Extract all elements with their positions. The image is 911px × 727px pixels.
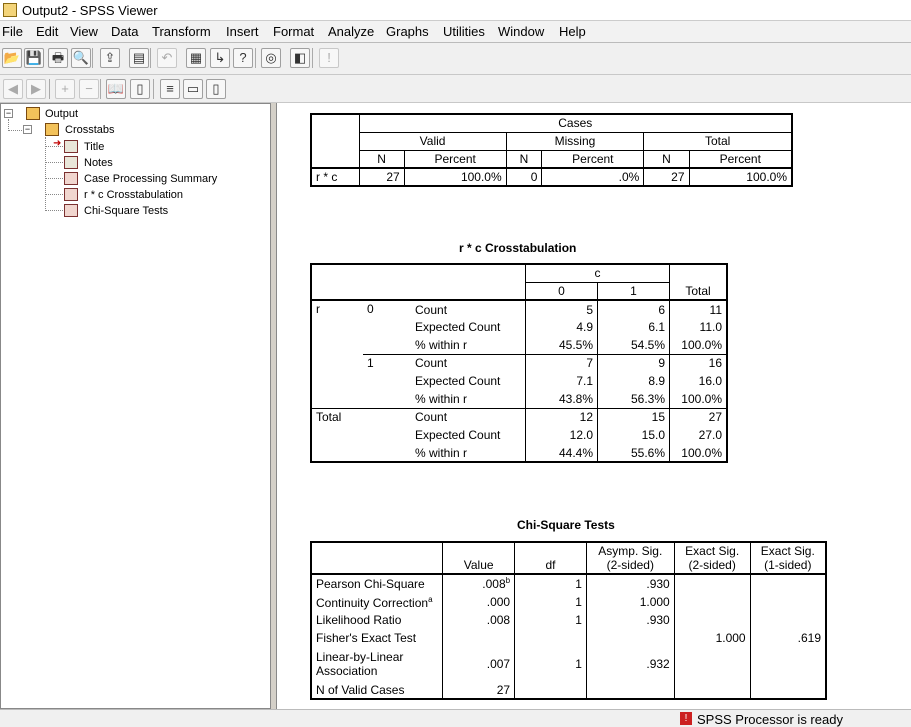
table-cell — [443, 647, 515, 681]
row-label-text: Linear-by-Linear Association — [316, 650, 404, 678]
collapse-crosstabs-toggle[interactable]: − — [24, 124, 31, 134]
table-icon — [64, 204, 78, 217]
app-icon — [3, 3, 17, 17]
table-cell: 100.0% — [670, 390, 728, 408]
table-cell: 43.8% — [526, 390, 598, 408]
tree-item-notes[interactable]: Notes — [84, 157, 113, 169]
status-text: SPSS Processor is ready — [697, 712, 843, 727]
table-row — [311, 408, 727, 426]
table-cell — [586, 629, 674, 647]
table-cell: 100.0% — [670, 336, 728, 354]
table-cell: .932 — [586, 647, 674, 681]
table-row — [311, 354, 727, 372]
footnote-marker: a — [428, 595, 433, 604]
table-icon — [64, 188, 78, 201]
table-cell — [674, 592, 750, 611]
table-cell: 100.0% — [670, 444, 728, 462]
crosstabulation-table — [310, 263, 728, 463]
export-icon[interactable]: ⇪ — [100, 48, 120, 68]
table-row — [311, 542, 826, 574]
table-cell: 7.1 — [526, 372, 598, 390]
column-header: Percent — [542, 150, 644, 168]
insert-title-icon[interactable]: ▭ — [183, 79, 203, 99]
row-label-text: Fisher's Exact Test — [316, 631, 417, 645]
table-cell — [443, 629, 515, 647]
menu-transform[interactable]: Transform — [152, 24, 211, 39]
column-header: 1 — [598, 282, 670, 300]
table-cell: 1 — [515, 647, 587, 681]
menu-analyze[interactable]: Analyze — [328, 24, 375, 39]
table-cell: 1.000 — [674, 629, 750, 647]
total-header: Total — [670, 264, 728, 300]
toolbar-outline — [0, 75, 911, 103]
chisq-title: Chi-Square Tests — [517, 518, 615, 532]
toolbar-separator — [312, 48, 313, 68]
processor-status-icon: ! — [680, 712, 692, 725]
table-cell: 27.0 — [670, 426, 728, 444]
tree-item-crosstabs[interactable]: Crosstabs — [65, 124, 115, 136]
tree-item-chi-square-tests[interactable]: Chi-Square Tests — [84, 205, 169, 217]
toolbar-separator — [255, 48, 256, 68]
outline-pane[interactable] — [0, 103, 271, 709]
row-label-text: Likelihood Ratio — [316, 613, 402, 627]
table-icon — [64, 172, 78, 185]
value-text: .000 — [486, 594, 511, 609]
insert-text-icon[interactable]: ▯ — [206, 79, 226, 99]
tree-line — [46, 194, 63, 195]
table-cell: .619 — [750, 629, 826, 647]
table-cell — [443, 574, 515, 592]
table-row — [311, 300, 727, 318]
stat-label: Expected Count — [415, 374, 501, 388]
stat-label: Expected Count — [415, 320, 501, 334]
column-header: N — [644, 150, 689, 168]
row-label-text: Continuity Correction — [316, 596, 429, 610]
tree-line — [46, 178, 63, 179]
corner-cell — [311, 114, 359, 168]
table-cell — [674, 611, 750, 629]
tree-line — [46, 162, 63, 163]
menu-graphs[interactable]: Graphs — [386, 24, 429, 39]
value-text: 27 — [496, 682, 511, 697]
table-cell: 1.000 — [586, 592, 674, 611]
row-label-text: Pearson Chi-Square — [316, 576, 425, 591]
menu-view[interactable]: View — [70, 24, 98, 39]
row-label — [311, 647, 443, 681]
table-cell — [750, 592, 826, 611]
table-cell: 6.1 — [598, 318, 670, 336]
table-row — [311, 168, 792, 186]
row-label — [311, 611, 443, 629]
table-cell — [443, 681, 515, 699]
table-cell — [674, 647, 750, 681]
menu-file[interactable]: File — [2, 24, 23, 39]
toolbar-separator — [150, 48, 151, 68]
row-label-text: N of Valid Cases — [316, 682, 405, 697]
value-text: .007 — [486, 657, 511, 671]
column-header: Value — [443, 542, 515, 574]
group-header: Missing — [506, 132, 644, 150]
table-row — [311, 150, 792, 168]
table-cell: 8.9 — [598, 372, 670, 390]
row-label — [311, 629, 443, 647]
table-cell: 16 — [670, 354, 728, 372]
show-icon[interactable]: 📖 — [106, 79, 126, 99]
table-cell: 1 — [515, 592, 587, 611]
column-header: Asymp. Sig. (2-sided) — [586, 542, 674, 574]
hide-icon[interactable]: ▯ — [130, 79, 150, 99]
undo-icon[interactable]: ↶ — [157, 48, 177, 68]
crosstab-title: r * c Crosstabulation — [459, 241, 577, 255]
column-header: Percent — [404, 150, 506, 168]
total-row-label: Total — [311, 408, 411, 462]
table-cell: 1 — [515, 611, 587, 629]
table-cell — [515, 629, 587, 647]
collapse-output-toggle[interactable]: − — [5, 108, 12, 118]
stat-label: Expected Count — [415, 428, 501, 442]
cases-header: Cases — [359, 114, 792, 132]
table-cell: .0% — [542, 168, 644, 186]
table-cell: 11 — [670, 300, 728, 318]
forward-icon[interactable]: ▶ — [26, 79, 46, 99]
table-cell: 27 — [644, 168, 689, 186]
toolbar-separator — [92, 48, 93, 68]
stat-label: % within r — [415, 391, 468, 406]
row-variable: r — [311, 300, 363, 408]
toolbar-separator — [49, 79, 50, 99]
notes-icon — [64, 156, 78, 169]
row-category: 1 — [363, 354, 411, 408]
table-cell — [674, 574, 750, 592]
table-row — [311, 611, 826, 629]
table-cell: 4.9 — [526, 318, 598, 336]
insert-heading-icon[interactable]: ≡ — [160, 79, 180, 99]
row-label — [311, 592, 443, 611]
table-cell: 0 — [506, 168, 542, 186]
table-row — [311, 574, 826, 592]
menu-data[interactable]: Data — [111, 24, 139, 39]
column-header: Percent — [689, 150, 792, 168]
content-pane[interactable] — [276, 103, 911, 709]
menu-edit[interactable]: Edit — [36, 24, 59, 39]
title-icon — [64, 140, 78, 153]
print-preview-icon[interactable]: 🔍 — [71, 48, 91, 68]
output-book-icon — [26, 107, 40, 120]
table-cell: 6 — [598, 300, 670, 318]
table-cell: 100.0% — [689, 168, 792, 186]
table-cell — [674, 681, 750, 699]
footnote-marker: b — [505, 576, 511, 585]
goto-data-icon[interactable]: ▦ — [186, 48, 206, 68]
table-cell — [750, 611, 826, 629]
toolbar-separator — [100, 79, 101, 99]
table-cell: 55.6% — [598, 444, 670, 462]
dialog-recall-icon[interactable]: ▤ — [129, 48, 149, 68]
current-item-arrow-icon: ➜ — [53, 138, 62, 149]
window-title: Output2 - SPSS Viewer — [22, 3, 158, 18]
value-text: .008 — [482, 577, 506, 591]
table-cell: 12 — [526, 408, 598, 426]
table-row — [311, 592, 826, 611]
column-header: N — [359, 150, 404, 168]
table-cell: .930 — [586, 611, 674, 629]
table-cell: 54.5% — [598, 336, 670, 354]
table-row — [311, 114, 792, 132]
corner-cell — [311, 542, 443, 574]
group-header: Valid — [359, 132, 506, 150]
save-icon[interactable]: 💾 — [24, 48, 44, 68]
tree-item-r-c-crosstabulation[interactable]: r * c Crosstabulation — [84, 189, 184, 201]
status-bar — [0, 709, 911, 727]
column-header: Exact Sig. (1-sided) — [750, 542, 826, 574]
table-cell: 44.4% — [526, 444, 598, 462]
table-cell — [750, 681, 826, 699]
table-cell: 45.5% — [526, 336, 598, 354]
toolbar-main — [0, 43, 911, 75]
tree-item-title[interactable]: Title — [84, 141, 105, 153]
table-cell — [515, 681, 587, 699]
expand-icon[interactable]: + — [55, 79, 75, 99]
table-cell: 5 — [526, 300, 598, 318]
title-bar — [0, 0, 911, 21]
table-row — [311, 132, 792, 150]
case-processing-summary-table — [310, 113, 793, 187]
table-cell: 56.3% — [598, 390, 670, 408]
use-sets-icon[interactable]: ◎ — [261, 48, 281, 68]
table-cell: 12.0 — [526, 426, 598, 444]
stat-label: % within r — [415, 337, 468, 352]
table-cell: 27 — [670, 408, 728, 426]
open-icon[interactable]: 📂 — [2, 48, 22, 68]
crosstabs-book-icon — [45, 123, 59, 136]
stat-label: Count — [411, 354, 526, 372]
row-category: 0 — [363, 300, 411, 354]
tree-line — [45, 137, 46, 211]
table-cell — [443, 611, 515, 629]
table-cell: 11.0 — [670, 318, 728, 336]
row-label — [311, 681, 443, 699]
back-icon[interactable]: ◀ — [3, 79, 23, 99]
menu-utilities[interactable]: Utilities — [443, 24, 485, 39]
column-header: 0 — [526, 282, 598, 300]
tree-line — [46, 210, 63, 211]
toolbar-separator — [153, 79, 154, 99]
table-cell — [750, 647, 826, 681]
table-row — [311, 681, 826, 699]
collapse-icon[interactable]: − — [79, 79, 99, 99]
group-header: Total — [644, 132, 792, 150]
tree-item-case-processing-summary[interactable]: Case Processing Summary — [84, 173, 218, 185]
menu-window[interactable]: Window — [498, 24, 545, 39]
column-header: N — [506, 150, 542, 168]
table-cell — [750, 574, 826, 592]
variables-icon[interactable]: ? — [233, 48, 253, 68]
print-icon[interactable]: 🖶 — [48, 48, 68, 68]
table-cell: 1 — [515, 574, 587, 592]
table-row — [311, 264, 727, 282]
table-cell: .930 — [586, 574, 674, 592]
table-cell — [586, 681, 674, 699]
tree-line — [9, 130, 22, 131]
table-row — [311, 629, 826, 647]
table-cell: 100.0% — [404, 168, 506, 186]
stat-label: % within r — [415, 445, 468, 460]
run-icon[interactable]: ! — [319, 48, 339, 68]
table-row — [311, 647, 826, 681]
row-label — [311, 574, 443, 592]
chi-square-table — [310, 541, 827, 700]
corner-cell — [311, 264, 526, 300]
menu-bar — [0, 21, 911, 43]
column-variable: c — [526, 264, 670, 282]
designate-window-icon[interactable]: ◧ — [290, 48, 310, 68]
table-cell: 15.0 — [598, 426, 670, 444]
table-cell: 9 — [598, 354, 670, 372]
column-header: Exact Sig. (2-sided) — [674, 542, 750, 574]
tree-item-output[interactable]: Output — [45, 108, 79, 120]
table-cell: 15 — [598, 408, 670, 426]
stat-label: Count — [411, 408, 526, 426]
table-cell: 16.0 — [670, 372, 728, 390]
table-cell: 27 — [359, 168, 404, 186]
column-header: df — [515, 542, 587, 574]
menu-format[interactable]: Format — [273, 24, 315, 39]
table-cell — [443, 592, 515, 611]
value-text: .008 — [486, 613, 511, 627]
stat-label: Count — [411, 300, 526, 318]
menu-help[interactable]: Help — [559, 24, 586, 39]
row-label: r * c — [311, 168, 359, 186]
menu-insert[interactable]: Insert — [226, 24, 259, 39]
table-cell: 7 — [526, 354, 598, 372]
goto-case-icon[interactable]: ↳ — [210, 48, 230, 68]
